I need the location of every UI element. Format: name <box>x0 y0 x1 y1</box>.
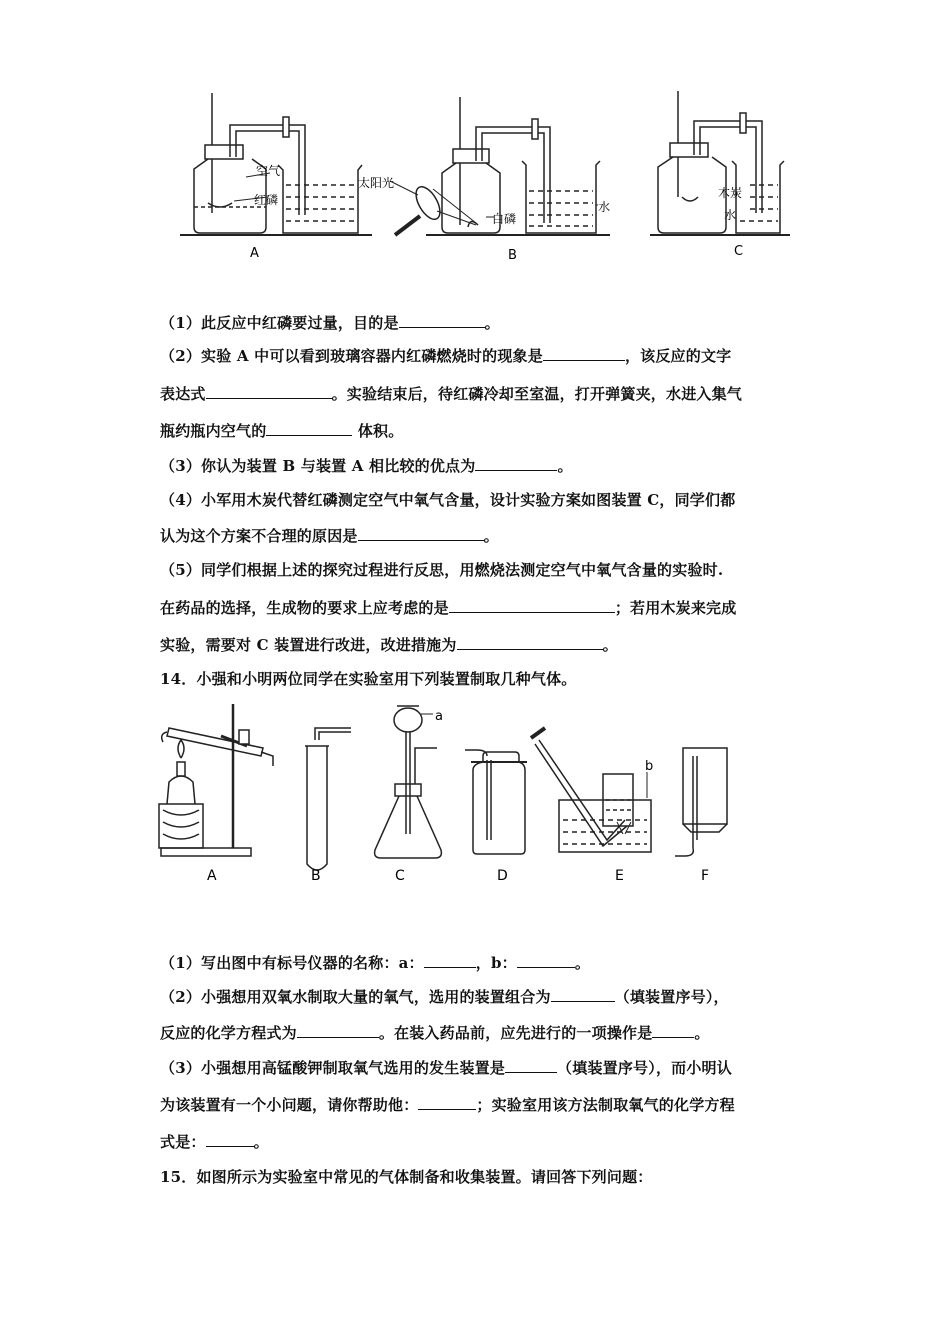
q13-line-5: （3）你认为装置 B 与装置 A 相比较的优点为 。 <box>160 457 573 475</box>
q14-line-1: （1）写出图中有标号仪器的名称：a： ，b： 。 <box>160 954 591 972</box>
q14-line-6: 式是： 。 <box>160 1133 269 1151</box>
q13-line-9: 在药品的选择，生成物的要求上应考虑的是 ；若用木炭来完成 <box>160 599 737 617</box>
caption-14b: B <box>311 868 321 884</box>
label-air: 空气 <box>256 164 281 178</box>
figure-phosphorus-experiments <box>150 85 810 270</box>
label-b: b <box>645 759 654 774</box>
q14-line-5: 为该装置有一个小问题，请你帮助他： ；实验室用该方法制取氧气的化学方程 <box>160 1096 735 1114</box>
q13-line-3: 表达式 。实验结束后，待红磷冷却至室温，打开弹簧夹，水进入集气 <box>160 385 743 403</box>
q14-title: 14．小强和小明两位同学在实验室用下列装置制取几种气体。 <box>160 670 577 688</box>
label-red-phosphorus: 红磷 <box>254 193 279 207</box>
label-white-phosphorus: 白磷 <box>492 212 517 226</box>
label-charcoal: 木炭 <box>718 186 743 200</box>
caption-14d: D <box>497 868 508 884</box>
caption-14c: C <box>395 868 405 884</box>
q13-line-8: （5）同学们根据上述的探究过程进行反思，用燃烧法测定空气中氧气含量的实验时. <box>160 561 724 579</box>
label-water-b: 水 <box>598 200 611 214</box>
figure-gas-apparatus <box>155 700 755 890</box>
q13-line-6: （4）小军用木炭代替红磷测定空气中氧气含量，设计实验方案如图装置 C，同学们都 <box>160 491 736 509</box>
caption-c: C <box>734 244 744 259</box>
caption-b: B <box>508 248 517 263</box>
caption-14f: F <box>701 868 710 884</box>
q14-line-4: （3）小强想用高锰酸钾制取氧气选用的发生装置是 （填装置序号），而小明认 <box>160 1059 732 1077</box>
label-water-c: 水 <box>724 208 737 222</box>
label-a: a <box>435 709 443 724</box>
q13-line-10: 实验，需要对 C 装置进行改进，改进措施为 。 <box>160 636 618 654</box>
q15-title: 15．如图所示为实验室中常见的气体制备和收集装置。请回答下列问题： <box>160 1168 653 1186</box>
q14-line-3: 反应的化学方程式为 。在装入药品前，应先进行的一项操作是 。 <box>160 1024 710 1042</box>
q13-line-7: 认为这个方案不合理的原因是 。 <box>160 527 499 545</box>
caption-a: A <box>250 246 259 261</box>
q14-line-2: （2）小强想用双氧水制取大量的氧气，选用的装置组合为 （填装置序号）， <box>160 988 729 1006</box>
caption-14a: A <box>207 868 217 884</box>
caption-14e: E <box>615 868 624 884</box>
q13-line-4: 瓶约瓶内空气的 体积。 <box>160 422 404 440</box>
q13-line-2: （2）实验 A 中可以看到玻璃容器内红磷燃烧时的现象是 ，该反应的文字 <box>160 347 732 365</box>
q13-line-1: （1）此反应中红磷要过量，目的是 。 <box>160 314 500 332</box>
label-sunlight: 太阳光 <box>358 176 395 190</box>
